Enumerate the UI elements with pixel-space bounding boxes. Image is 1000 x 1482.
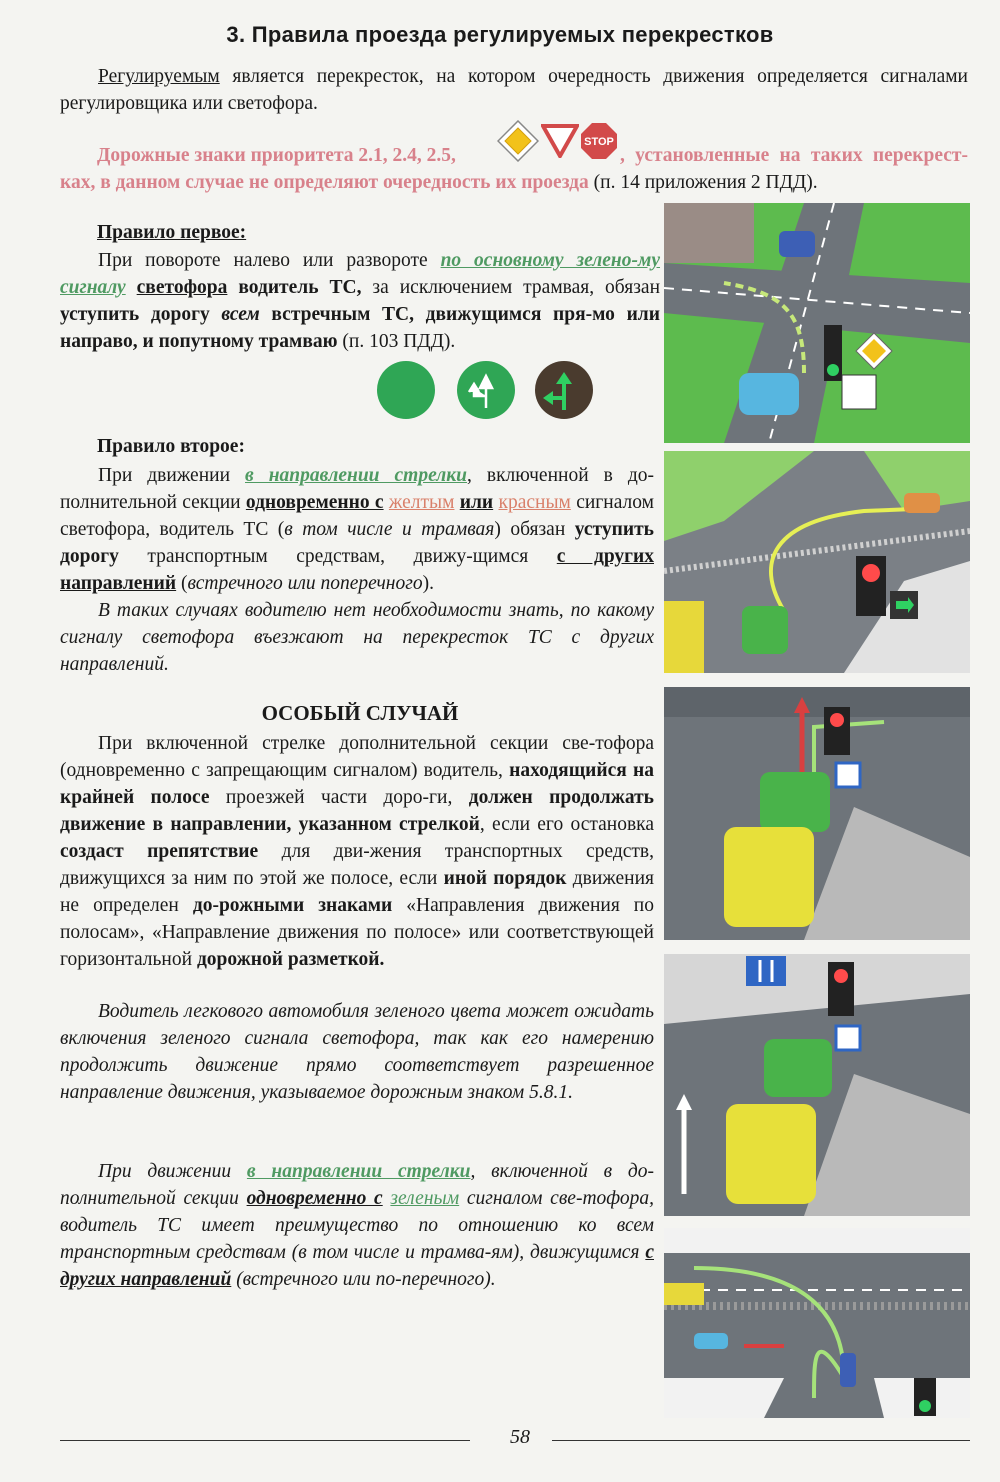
rule2-text: транспортным средствам, движу-щимся [118, 546, 557, 567]
rule3-text: , включенной в до-полнительной секции [60, 1161, 654, 1209]
rule3-text: (встречного или по-перечного). [231, 1269, 496, 1290]
rule1-heading: Правило первое: [97, 222, 247, 243]
rule2-text: или [459, 492, 494, 513]
illustration-arrow-with-red [664, 451, 970, 673]
special-text: создаст препятствие [60, 841, 259, 862]
rule3-text: с других направлений [60, 1242, 654, 1290]
stop-sign-text: STOP [584, 136, 614, 148]
green-light-icon [377, 361, 435, 419]
rule1-text: светофора [136, 277, 228, 298]
rule3-arrow-link: в направлении стрелки [246, 1161, 471, 1182]
page-title: 3. Правила проезда регулируемых перекрестков [226, 22, 774, 47]
special-case-note: Водитель легкового автомобиля зеленого цвета может ожидать включения зеленого сигнала светофора, так как его намерению продолжить движение прямо соответствует разрешенное направление движения, указываемое дорожным знаком 5.8.1. [60, 1001, 654, 1103]
rule2-text: ) обязан [494, 519, 575, 540]
special-case-heading: ОСОБЫЙ СЛУЧАЙ [261, 701, 459, 725]
special-text: При включенной стрелке дополнительной секции све-тофора (одновременно с запрещающим сигналом) водитель, [60, 733, 654, 781]
special-case-paragraph [60, 730, 654, 973]
priority-note-part1: Дорожные знаки приоритета 2.1, 2.4, 2.5, [97, 145, 456, 166]
footer-line-right [552, 1440, 970, 1441]
signal-lights-row [376, 360, 596, 420]
special-text: до-рожными знаками [192, 895, 393, 916]
rule1-text: При повороте налево или развороте [98, 250, 441, 271]
special-text: находящийся на крайней полосе [60, 760, 655, 808]
rule3-paragraph [60, 1158, 654, 1293]
priority-note-paragraph [60, 142, 968, 196]
green-arrow-left-straight-icon [457, 361, 515, 419]
rule2-text: уступить дорогу [60, 519, 654, 567]
priority-note-ref: (п. 14 приложения 2 ПДД). [588, 172, 818, 193]
rule2-text: ). [422, 573, 434, 594]
page-number: 58 [510, 1426, 530, 1448]
priority-note-part2: , установленные на таких перекрест-ках, в данном случае не определяют очередность их проезда [60, 145, 968, 193]
special-text: дорожной разметкой. [196, 949, 385, 970]
rule3-text: При движении [98, 1161, 247, 1182]
rule1-ref: (п. 103 ПДД). [337, 331, 456, 352]
rule2-red-link: красным [498, 492, 571, 513]
illustration-special-case-1 [664, 687, 970, 940]
rule2-text: встречного или поперечного [187, 573, 423, 594]
rule1-text: встречным ТС, движущимся пря-мо или направо, и попутному трамваю [60, 304, 660, 352]
rule2-paragraph [60, 462, 654, 597]
illustration-arrow-with-green [664, 1228, 970, 1418]
special-text: для дви-жения транспортных средств, движущихся за ним по этой же полосе, если [60, 841, 655, 889]
rule2-text: одновременно с [245, 492, 384, 513]
rule3-text: одновременно с [246, 1188, 383, 1209]
rule2-text: ( [176, 573, 188, 594]
intro-rest: является перекресток, на котором очередность движения определяется сигналами регулировщика или светофора. [60, 66, 968, 114]
rule1-green-signal-link: по основному зелено-му сигналу [60, 250, 660, 298]
rule1-text [126, 277, 137, 298]
rule2-text: сигналом светофора, водитель ТС ( [60, 492, 654, 540]
illustration-special-case-2 [664, 954, 970, 1216]
intro-term: Регулируемым [98, 66, 220, 87]
special-text: проезжей части доро-ги, [209, 787, 469, 808]
special-text: иной порядок [443, 868, 567, 889]
footer-line-left [60, 1440, 470, 1441]
special-text: движения не определен [60, 868, 655, 916]
special-text: «Направления движения по полосам», «Направление движения по полосе» или соответствующей горизонтальной [60, 895, 654, 970]
rule3-text: сигналом све-тофора, водитель ТС имеет преимущество по отношению ко всем транспортным средствам (в том числе и трамва-ям), движущимся [60, 1188, 654, 1263]
special-text: должен продолжать движение в направлении, указанном стрелкой [60, 787, 654, 835]
rule2-text: с других направлений [60, 546, 655, 594]
rule2-text: , включенной в до-полнительной секции [60, 465, 654, 513]
intro-paragraph [60, 63, 968, 117]
rule1-text: водитель ТС, [227, 277, 362, 298]
rule1-paragraph [60, 247, 660, 355]
rule2-text: в том числе и трамвая [284, 519, 495, 540]
arrow-section-left-straight-icon [535, 361, 593, 419]
rule2-text: При движении [98, 465, 245, 486]
illustration-left-turn [664, 203, 970, 443]
special-text: , если его остановка [479, 814, 654, 835]
rule1-text: уступить дорогу [60, 304, 222, 325]
rule1-text: всем [221, 304, 260, 325]
rule2-note: В таких случаях водителю нет необходимости знать, по какому сигналу светофора въезжают на перекресток ТС с других направлений. [60, 600, 654, 675]
rule3-green-link: зеленым [390, 1188, 460, 1209]
rule1-text: за исключением трамвая, обязан [361, 277, 661, 298]
rule2-yellow-link: желтым [388, 492, 455, 513]
rule2-heading: Правило второе: [97, 436, 245, 457]
rule2-arrow-link: в направлении стрелки [245, 465, 467, 486]
